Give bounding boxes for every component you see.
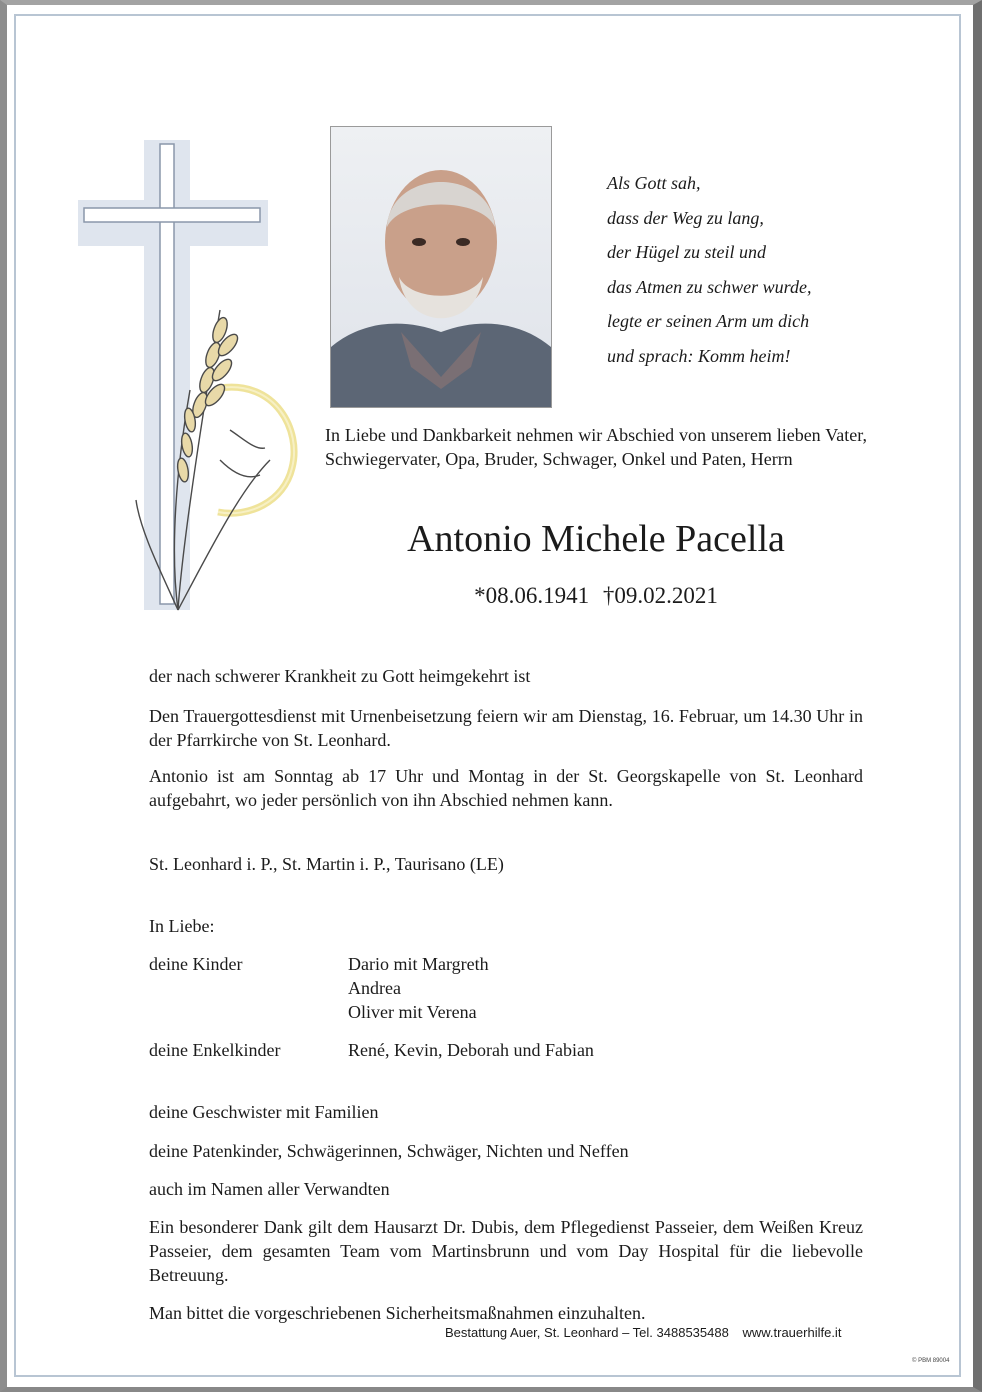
kinder-name: Oliver mit Verena <box>348 1002 477 1022</box>
cross-wheat-illustration <box>70 130 310 620</box>
in-liebe-label: In Liebe: <box>149 916 215 936</box>
poem-line: und sprach: Komm heim! <box>607 345 791 366</box>
deceased-name: Antonio Michele Pacella <box>407 518 785 560</box>
text-patenkinder: deine Patenkinder, Schwägerinnen, Schwäger, Nichten und Neffen <box>149 1141 629 1161</box>
poem-line: dass der Weg zu lang, <box>607 207 764 228</box>
poem-line: legte er seinen Arm um dich <box>607 311 810 332</box>
poem-line: Als Gott sah, <box>607 173 701 193</box>
kinder-name: Dario mit Margreth <box>348 954 489 974</box>
intro-text: In Liebe und Dankbarkeit nehmen wir Abschied von unserem lieben Vater, Schwiegervater, Opa, Bruder, Schwager, Onkel und Paten, Herrn <box>325 425 867 469</box>
portrait-icon <box>331 127 551 407</box>
halo-icon <box>218 387 294 513</box>
text-geschwister: deine Geschwister mit Familien <box>149 1102 379 1122</box>
text-verwandte: auch im Namen aller Verwandten <box>149 1179 390 1199</box>
text-trauergottesdienst: Den Trauergottesdienst mit Urnenbeisetzung feiern wir am Dienstag, 16. Februar, um 14.30 Uhr in der Pfarrkirche von St. Leonhard. <box>149 706 863 750</box>
death-date: †09.02.2021 <box>602 583 718 608</box>
places: St. Leonhard i. P., St. Martin i. P., Taurisano (LE) <box>149 854 504 874</box>
kinder-label: deine Kinder <box>149 954 243 974</box>
poem-line: der Hügel zu steil und <box>607 242 766 263</box>
kinder-name: Andrea <box>348 978 401 998</box>
text-hinweis: Man bittet die vorgeschriebenen Sicherheitsmaßnahmen einzuhalten. <box>149 1303 646 1323</box>
footer-website: www.trauerhilfe.it <box>742 1325 842 1340</box>
enkel-label: deine Enkelkinder <box>149 1040 281 1060</box>
text-heimgekehrt: der nach schwerer Krankheit zu Gott heimgekehrt ist <box>149 666 531 686</box>
text-aufbahrung: Antonio ist am Sonntag ab 17 Uhr und Montag in der St. Georgskapelle von St. Leonhard aufgebahrt, wo jeder persönlich von ihn Abschied nehmen kann. <box>149 766 863 810</box>
birth-date: *08.06.1941 <box>474 583 590 608</box>
text-dank: Ein besonderer Dank gilt dem Hausarzt Dr. Dubis, dem Pflegedienst Passeier, dem Weißen Kreuz Passeier, dem gesamten Team vom Martinsbrunn und vom Day Hospital für die liebevolle Betreuung. <box>149 1217 863 1285</box>
portrait-photo <box>330 126 552 408</box>
poem <box>607 166 887 374</box>
print-code: © PBM 89004 <box>912 1358 950 1364</box>
footer <box>445 1325 851 1340</box>
footer-company: Bestattung Auer, St. Leonhard – Tel. 3488535488 <box>445 1325 729 1340</box>
poem-line: das Atmen zu schwer wurde, <box>607 276 812 297</box>
cross-icon <box>78 140 268 610</box>
enkel-names: René, Kevin, Deborah und Fabian <box>348 1040 594 1060</box>
life-dates <box>325 580 867 612</box>
